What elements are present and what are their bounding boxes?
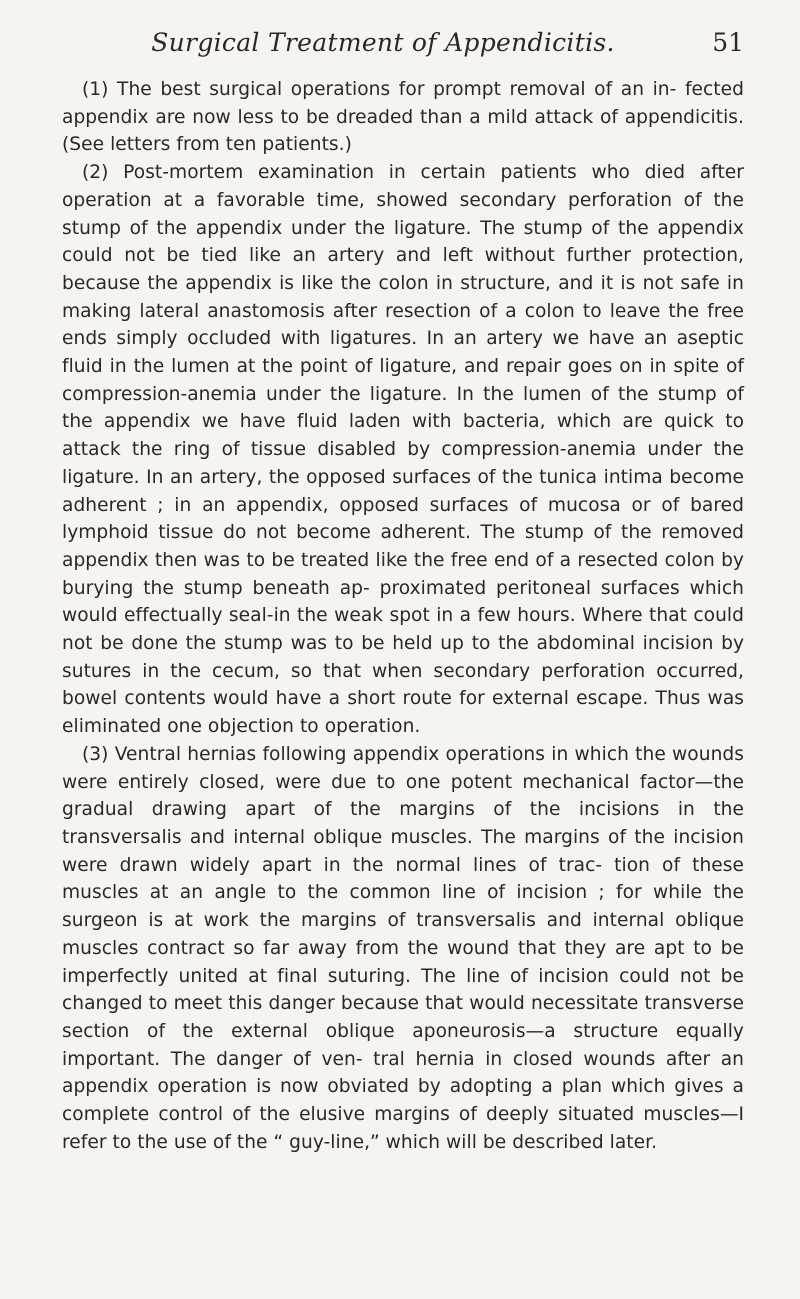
page-number: 51 <box>712 28 744 57</box>
paragraph-2: (2) Post-mortem examination in certain patients who died after operation at a favorable time, showed secondary perforation of the stump of the appendix under the ligature. The stump of the appendix could not be tied like an artery and left without further protection, because the appendix is like the colon in structure, and it is not safe in making lateral anastomosis after resection of a colon to leave the free ends simply occluded with ligatures. In an artery we have an aseptic fluid in the lumen at the point of ligature, and repair goes on in spite of compression-anemia under the ligature. In the lumen of the stump of the appendix we have fluid laden with bacteria, which are quick to attack the ring of tissue disabled by compression-anemia under the ligature. In an artery, the opposed surfaces of the tunica intima become adherent ; in an appendix, opposed surfaces of mucosa or of bared lymphoid tissue do not become adherent. The stump of the removed appendix then was to be treated like the free end of a resected colon by burying the stump beneath ap- proximated peritoneal surfaces which would effectually seal-in the weak spot in a few hours. Where that could not be done the stump was to be held up to the abdominal incision by sutures in the cecum, so that when secondary perforation occurred, bowel contents would have a short route for external escape. Thus was eliminated one objection to operation. <box>62 162 744 738</box>
book-page <box>62 28 744 1156</box>
running-head <box>62 28 744 62</box>
running-title: Surgical Treatment of Appendicitis. <box>151 28 615 57</box>
body-text <box>62 76 744 1156</box>
paragraph-1: (1) The best surgical operations for prompt removal of an in- fected appendix are now less to be dreaded than a mild attack of appendicitis. (See letters from ten patients.) <box>62 79 744 156</box>
paragraph-3: (3) Ventral hernias following appendix operations in which the wounds were entirely closed, were due to one potent mechanical factor—the gradual drawing apart of the margins of the incisions in the transversalis and internal oblique muscles. The margins of the incision were drawn widely apart in the normal lines of trac- tion of these muscles at an angle to the common line of incision ; for while the surgeon is at work the margins of transversalis and internal oblique muscles contract so far away from the wound that they are apt to be imperfectly united at final suturing. The line of incision could not be changed to meet this danger because that would necessitate transverse section of the external oblique aponeurosis—a structure equally important. The danger of ven- tral hernia in closed wounds after an appendix operation is now obviated by adopting a plan which gives a complete control of the elusive margins of deeply situated muscles—I refer to the use of the “ guy-line,” which will be described later. <box>62 743 744 1153</box>
